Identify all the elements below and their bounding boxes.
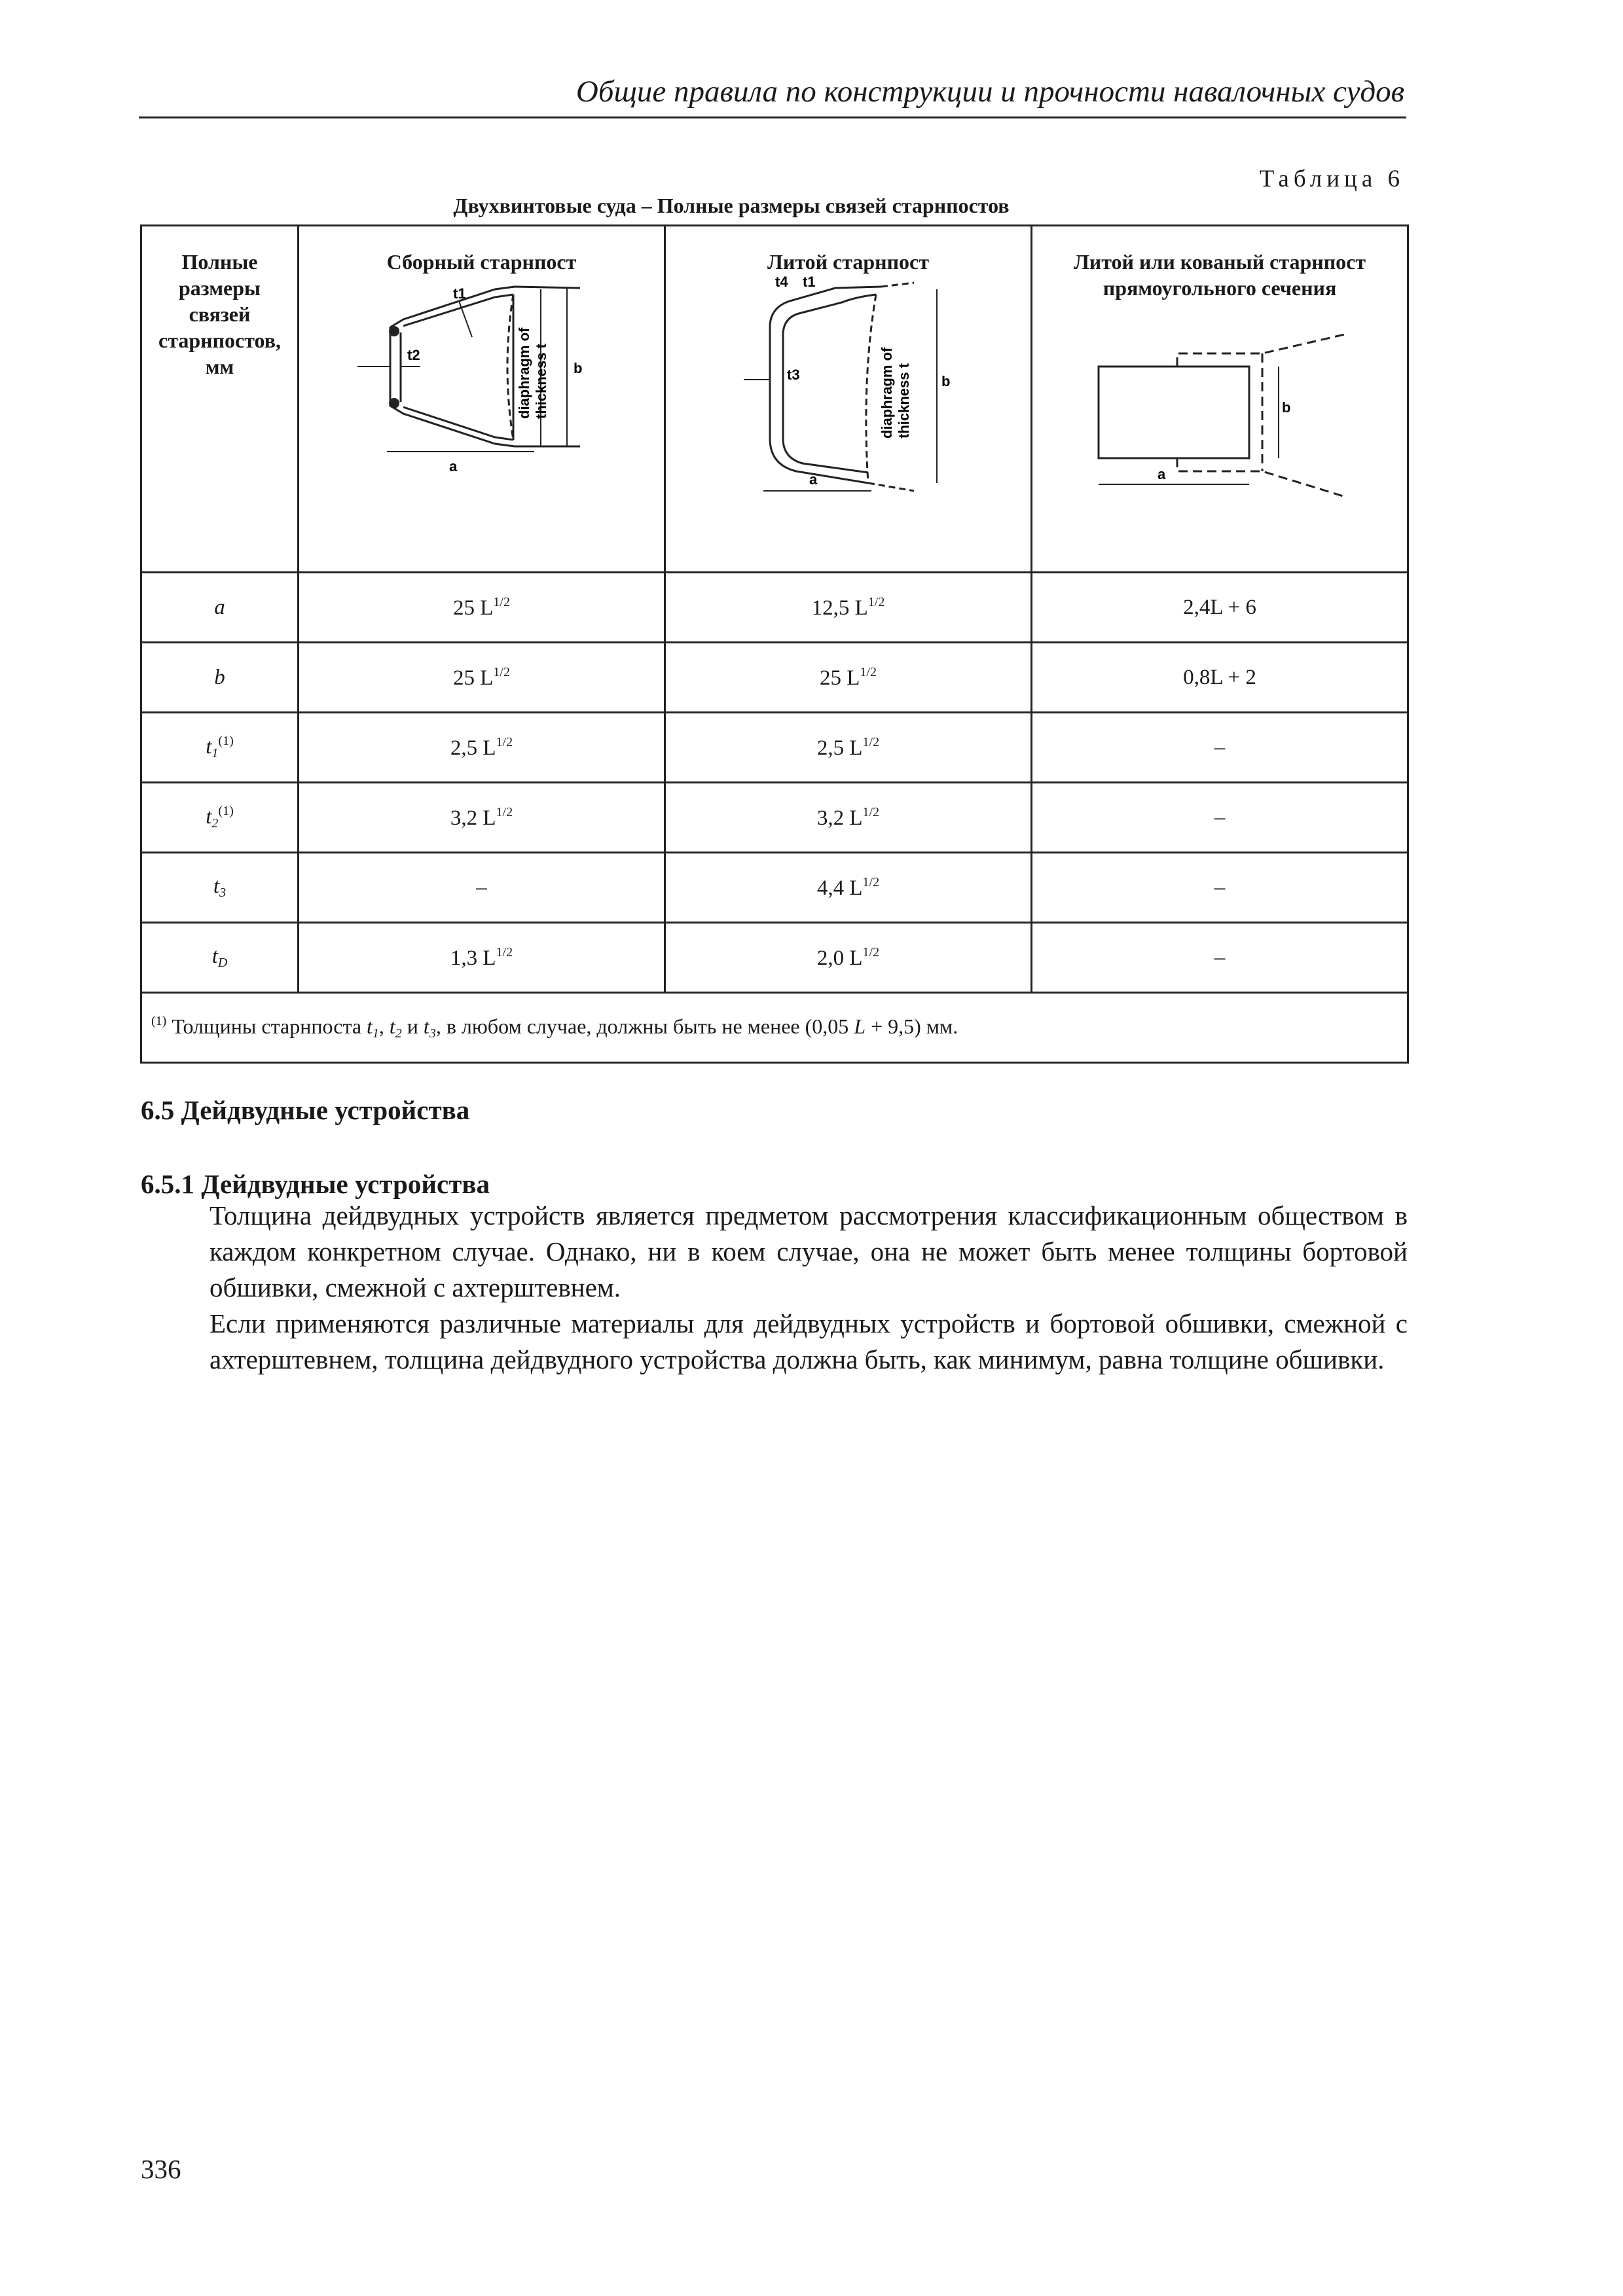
value-cell: 3,2 $L^{1/2}$: [299, 783, 665, 853]
header-cast-label: Литой старнпост: [767, 250, 929, 274]
param-cell: $t_1^{(1)}$: [141, 713, 299, 783]
section-heading-6-5: 6.5 Дейдвудные устройства: [141, 1095, 470, 1125]
table-number: Таблица 6: [1259, 166, 1404, 192]
table-row: [141, 713, 1408, 783]
value-cell: 25 $L^{1/2}$: [299, 573, 665, 643]
label-t2: t2: [407, 347, 420, 363]
table-row: [141, 853, 1408, 923]
value-cell: –: [1032, 923, 1408, 993]
section-heading-6-5-1: 6.5.1 Дейдвудные устройства: [141, 1169, 490, 1199]
header-forged-label: Литой или кованый старнпост прямоугольного сечения: [1073, 250, 1366, 300]
label-a: a: [448, 458, 457, 475]
header-cell-forged: [1032, 226, 1408, 573]
value-cell: 2,5 $L^{1/2}$: [665, 713, 1032, 783]
header-fabricated-label: Сборный старнпост: [386, 250, 577, 274]
value-cell: 2,0 $L^{1/2}$: [665, 923, 1032, 993]
value-cell: –: [1032, 713, 1408, 783]
value-cell: 2,4L + 6: [1032, 573, 1408, 643]
label-thickness-tp: thickness t: [895, 363, 912, 439]
param-cell: $t_3$: [141, 853, 299, 923]
label-a-forged: a: [1158, 466, 1166, 482]
running-header: Общие правила по конструкции и прочности навалочных судов: [575, 75, 1404, 109]
paragraph-1: Толщина дейдвудных устройств является предметом рассмотрения классификационным обществом в каждом конкретном случае. Однако, ни в коем случае, она не может быть менее толщины бортовой обшивки, смежной с ахтерштевнем.: [210, 1200, 1408, 1302]
header-cell-cast: [665, 226, 1032, 573]
param-cell: $t_2^{(1)}$: [141, 783, 299, 853]
table-row: [141, 923, 1408, 993]
param-cell: $t_D$: [141, 923, 299, 993]
value-cell: 0,8L + 2: [1032, 643, 1408, 713]
label-diaphragm-cast: diaphragm of: [878, 347, 895, 439]
header-cell-params: [141, 226, 299, 573]
paragraph-2: Если применяются различные материалы для дейдвудных устройств и бортовой обшивки, смежной с ахтерштевнем, толщина дейдвудного устройства должна быть, как минимум, равна толщине обшивки.: [210, 1308, 1408, 1374]
table-row: [141, 573, 1408, 643]
label-b-cast: b: [941, 373, 950, 389]
value-cell: 25 $L^{1/2}$: [299, 643, 665, 713]
label-t3: t3: [786, 367, 800, 383]
page-number: 336: [141, 2154, 181, 2184]
fabricated-sternpost-figure: [338, 275, 626, 497]
table-header-row: [141, 226, 1408, 573]
header-cell-fabricated: [299, 226, 665, 573]
value-cell: 25 $L^{1/2}$: [665, 643, 1032, 713]
cast-sternpost-figure: [704, 275, 993, 497]
value-cell: –: [1032, 853, 1408, 923]
table-title: Двухвинтовые суда – Полные размеры связей старнпостов: [453, 194, 1010, 217]
value-cell: 2,5 $L^{1/2}$: [299, 713, 665, 783]
label-thickness-td: thickness t: [532, 344, 549, 419]
header-params-label: Полные размеры связей старнпостов, мм: [158, 250, 281, 378]
value-cell: 12,5 $L^{1/2}$: [665, 573, 1032, 643]
value-cell: 3,2 $L^{1/2}$: [665, 783, 1032, 853]
table-footnote-row: [141, 993, 1408, 1063]
header-rule: [139, 117, 1406, 118]
label-a-cast: a: [809, 471, 817, 488]
dimensions-table: [140, 224, 1409, 1064]
label-t1: t1: [452, 285, 466, 302]
table-row: [141, 783, 1408, 853]
value-cell: –: [299, 853, 665, 923]
table-row: [141, 643, 1408, 713]
label-b: b: [573, 360, 582, 376]
label-t4: t4: [775, 275, 788, 290]
value-cell: –: [1032, 783, 1408, 853]
value-cell: 1,3 $L^{1/2}$: [299, 923, 665, 993]
table-footnote: $^{(1)}$ Толщины старнпоста $t_1$, $t_2$ и $t_3$, в любом случае, должны быть не менее (0,05 L + 9,5) мм.: [141, 993, 1408, 1063]
forged-sternpost-figure: [1066, 301, 1374, 524]
param-cell: b: [141, 643, 299, 713]
label-diaphragm: diaphragm of: [515, 327, 532, 419]
value-cell: 4,4 $L^{1/2}$: [665, 853, 1032, 923]
param-cell: a: [141, 573, 299, 643]
label-b-forged: b: [1282, 399, 1291, 416]
label-t1-cast: t1: [802, 275, 816, 290]
